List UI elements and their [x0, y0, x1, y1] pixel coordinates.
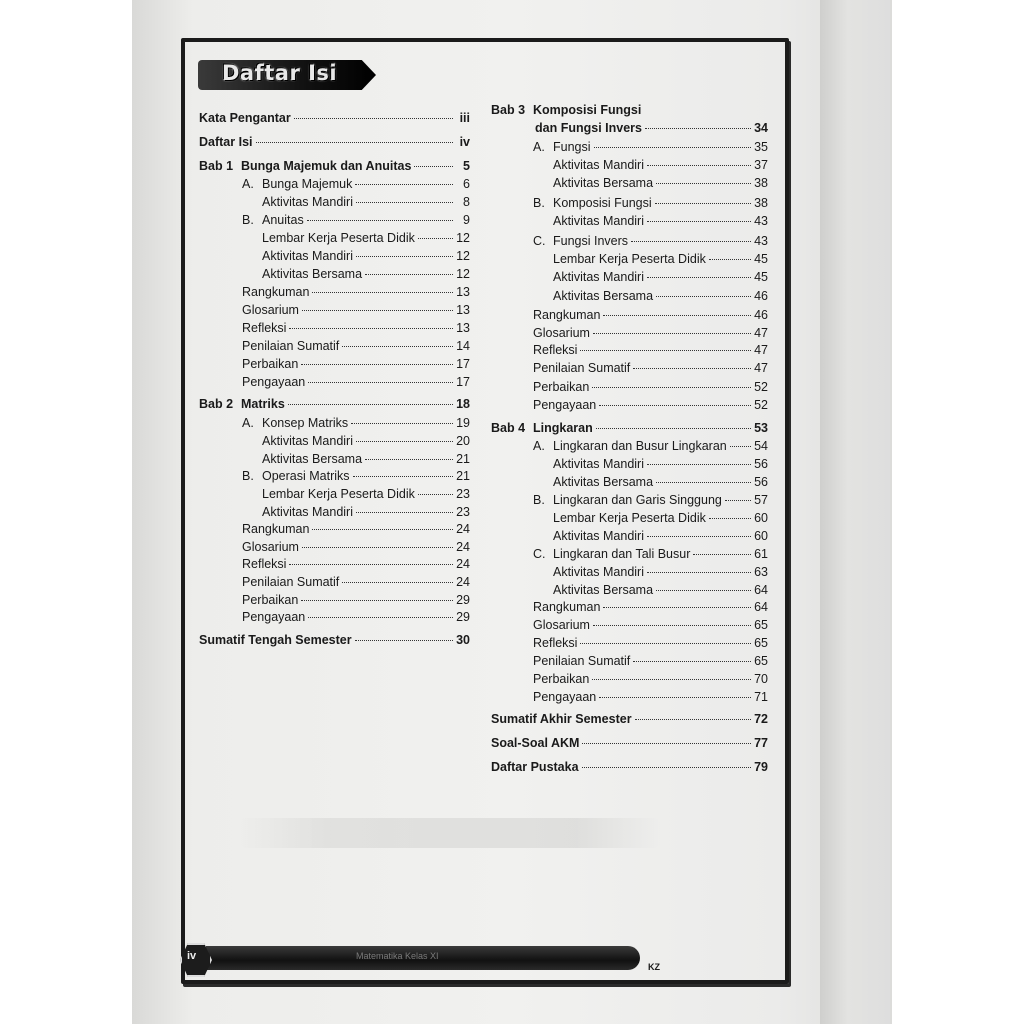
- toc-entry: [491, 760, 768, 775]
- toc-entry: [199, 397, 470, 412]
- toc-entry-label: Komposisi Fungsi: [533, 103, 642, 117]
- toc-entry-page: 52: [754, 380, 768, 394]
- toc-entry-label: Pengayaan: [242, 610, 306, 624]
- footer-book-title: Matematika Kelas XI: [356, 951, 439, 961]
- toc-entry-label: Aktivitas Bersama: [553, 475, 654, 489]
- dot-leader: [301, 600, 453, 601]
- dot-leader: [596, 428, 751, 429]
- dot-leader: [647, 221, 751, 222]
- dot-leader: [709, 259, 751, 260]
- dot-leader: [342, 346, 453, 347]
- toc-entry-label: Aktivitas Bersama: [553, 289, 654, 303]
- toc-entry: [262, 267, 470, 282]
- toc-entry-label: dan Fungsi Invers: [535, 121, 642, 135]
- toc-entry-page: 24: [456, 522, 470, 536]
- toc-entry-label: Aktivitas Mandiri: [262, 505, 353, 519]
- toc-entry: [242, 540, 470, 555]
- toc-entry: [199, 111, 470, 126]
- toc-entry: [553, 252, 768, 267]
- toc-entry-label: Aktivitas Mandiri: [553, 270, 644, 284]
- toc-entry-label: Operasi Matriks: [262, 469, 350, 483]
- toc-entry-label: Lingkaran dan Tali Busur: [553, 547, 691, 561]
- toc-entry-page: 47: [754, 326, 768, 340]
- toc-entry: [553, 457, 768, 472]
- toc-entry-page: 52: [754, 398, 768, 412]
- toc-entry-page: 5: [463, 159, 470, 173]
- toc-entry-label: Rangkuman: [533, 600, 601, 614]
- toc-entry-label: Aktivitas Mandiri: [553, 214, 644, 228]
- toc-entry-prefix: B.: [242, 213, 254, 227]
- dot-leader: [302, 547, 453, 548]
- toc-entry: [533, 380, 768, 395]
- dot-leader: [599, 405, 751, 406]
- toc-entry: [242, 522, 470, 537]
- toc-entry-page: 17: [456, 375, 470, 389]
- toc-entry-page: 12: [456, 267, 470, 281]
- toc-entry: [553, 270, 768, 285]
- dot-leader: [418, 494, 453, 495]
- toc-entry-prefix: B.: [533, 196, 545, 210]
- toc-entry-label: Lembar Kerja Peserta Didik: [262, 487, 415, 501]
- toc-entry-page: 53: [754, 421, 768, 435]
- toc-entry: [533, 547, 768, 562]
- toc-entry-label: Rangkuman: [242, 285, 310, 299]
- toc-entry-label: Aktivitas Mandiri: [553, 457, 644, 471]
- toc-entry-page: 45: [754, 252, 768, 266]
- toc-entry-page: 12: [456, 249, 470, 263]
- toc-entry: [242, 575, 470, 590]
- toc-entry-page: 24: [456, 557, 470, 571]
- toc-entry-label: Penilaian Sumatif: [242, 575, 340, 589]
- toc-entry-label: Lingkaran: [533, 421, 593, 435]
- toc-entry: [491, 421, 768, 436]
- toc-entry-page: 63: [754, 565, 768, 579]
- toc-entry-page: 13: [456, 303, 470, 317]
- toc-entry-page: 29: [456, 610, 470, 624]
- toc-entry-label: Glosarium: [242, 303, 299, 317]
- toc-entry: [553, 511, 768, 526]
- toc-entry-page: 56: [754, 457, 768, 471]
- toc-entry-label: Sumatif Akhir Semester: [491, 712, 632, 726]
- dot-leader: [356, 256, 453, 257]
- toc-entry: [533, 234, 768, 249]
- toc-entry: [533, 672, 768, 687]
- toc-entry-page: 46: [754, 308, 768, 322]
- toc-entry-prefix: A.: [242, 416, 254, 430]
- dot-leader: [730, 446, 751, 447]
- dot-leader: [301, 364, 453, 365]
- dot-leader: [647, 165, 751, 166]
- toc-entry: [553, 176, 768, 191]
- toc-entry: [533, 398, 768, 413]
- toc-entry: [242, 303, 470, 318]
- toc-entry: [242, 375, 470, 390]
- toc-entry-label: Aktivitas Bersama: [262, 267, 363, 281]
- dot-leader: [289, 564, 453, 565]
- toc-entry-page: iii: [459, 111, 470, 125]
- toc-entry-page: 8: [463, 195, 470, 209]
- toc-entry: [199, 135, 470, 150]
- dot-leader: [656, 482, 751, 483]
- toc-entry-page: 34: [754, 121, 768, 135]
- toc-entry: [242, 610, 470, 625]
- toc-entry-label: Pengayaan: [533, 690, 597, 704]
- toc-entry-page: 38: [754, 196, 768, 210]
- toc-entry-prefix: Bab 3: [491, 103, 526, 117]
- dot-leader: [580, 643, 751, 644]
- toc-entry-page: 14: [456, 339, 470, 353]
- dot-leader: [656, 590, 751, 591]
- toc-entry-page: 43: [754, 234, 768, 248]
- toc-entry-label: Soal-Soal AKM: [491, 736, 580, 750]
- toc-entry: [262, 231, 470, 246]
- toc-entry-page: 18: [456, 397, 470, 411]
- dot-leader: [288, 404, 453, 405]
- toc-entry-page: 21: [456, 469, 470, 483]
- toc-entry-page: 23: [456, 505, 470, 519]
- toc-entry: [242, 357, 470, 372]
- dot-leader: [599, 697, 751, 698]
- toc-entry-label: Glosarium: [533, 618, 590, 632]
- toc-entry-page: 47: [754, 361, 768, 375]
- dot-leader: [647, 277, 751, 278]
- toc-entry-label: Refleksi: [242, 321, 287, 335]
- dot-leader: [647, 464, 751, 465]
- toc-entry-page: 46: [754, 289, 768, 303]
- toc-entry-prefix: C.: [533, 547, 546, 561]
- toc-entry-page: 47: [754, 343, 768, 357]
- dot-leader: [355, 640, 453, 641]
- toc-entry-label: Pengayaan: [242, 375, 306, 389]
- dot-leader: [693, 554, 751, 555]
- toc-entry-page: 35: [754, 140, 768, 154]
- toc-entry-label: Penilaian Sumatif: [533, 654, 631, 668]
- toc-entry-page: 65: [754, 654, 768, 668]
- toc-entry-page: 19: [456, 416, 470, 430]
- toc-entry-page: 17: [456, 357, 470, 371]
- toc-entry-label: Matriks: [241, 397, 285, 411]
- toc-entry: [533, 600, 768, 615]
- dot-leader: [603, 607, 751, 608]
- toc-entry-label: Daftar Pustaka: [491, 760, 579, 774]
- dot-leader: [256, 142, 454, 143]
- toc-entry: [242, 321, 470, 336]
- toc-entry: [242, 557, 470, 572]
- toc-entry: [262, 487, 470, 502]
- dot-leader: [593, 333, 751, 334]
- toc-entry: [553, 475, 768, 490]
- toc-entry: [535, 121, 768, 136]
- toc-entry: [262, 195, 470, 210]
- toc-entry-page: 24: [456, 575, 470, 589]
- toc-entry-label: Lembar Kerja Peserta Didik: [553, 252, 706, 266]
- toc-entry-page: 57: [754, 493, 768, 507]
- toc-entry: [533, 636, 768, 651]
- toc-entry: [491, 712, 768, 727]
- toc-entry: [242, 213, 470, 228]
- toc-entry-label: Penilaian Sumatif: [242, 339, 340, 353]
- toc-entry-page: 9: [463, 213, 470, 227]
- toc-entry-page: 38: [754, 176, 768, 190]
- dot-leader: [365, 274, 453, 275]
- dot-leader: [631, 241, 751, 242]
- toc-entry-page: 21: [456, 452, 470, 466]
- toc-entry-label: Aktivitas Mandiri: [262, 249, 353, 263]
- toc-entry: [553, 565, 768, 580]
- toc-entry-page: 71: [754, 690, 768, 704]
- dot-leader: [308, 617, 453, 618]
- toc-entry-label: Glosarium: [533, 326, 590, 340]
- toc-entry-label: Refleksi: [533, 636, 578, 650]
- toc-entry-page: 54: [754, 439, 768, 453]
- dot-leader: [656, 183, 751, 184]
- toc-entry-label: Refleksi: [242, 557, 287, 571]
- page-number: iv: [187, 950, 197, 962]
- dot-leader: [353, 476, 453, 477]
- toc-entry-page: 30: [456, 633, 470, 647]
- toc-entry-label: Lembar Kerja Peserta Didik: [553, 511, 706, 525]
- toc-entry-page: iv: [459, 135, 470, 149]
- toc-entry-prefix: A.: [533, 140, 545, 154]
- dot-leader: [356, 512, 453, 513]
- toc-entry-label: Refleksi: [533, 343, 578, 357]
- toc-entry-page: 12: [456, 231, 470, 245]
- toc-entry-label: Aktivitas Mandiri: [553, 565, 644, 579]
- dot-leader: [414, 166, 453, 167]
- toc-entry: [262, 452, 470, 467]
- toc-entry-page: 65: [754, 636, 768, 650]
- toc-entry: [533, 196, 768, 211]
- toc-entry: [242, 469, 470, 484]
- dot-leader: [603, 315, 751, 316]
- toc-entry-page: 6: [463, 177, 470, 191]
- dot-leader: [356, 202, 453, 203]
- publisher-mark: KZ: [648, 962, 660, 972]
- toc-entry-page: 72: [754, 712, 768, 726]
- toc-entry-page: 70: [754, 672, 768, 686]
- dot-leader: [655, 203, 751, 204]
- dot-leader: [418, 238, 453, 239]
- toc-entry-label: Perbaikan: [533, 672, 590, 686]
- toc-entry: [533, 654, 768, 669]
- toc-entry-prefix: A.: [242, 177, 254, 191]
- dot-leader: [645, 128, 751, 129]
- toc-entry-label: Aktivitas Bersama: [553, 176, 654, 190]
- toc-entry: [242, 593, 470, 608]
- dot-leader: [592, 387, 751, 388]
- toc-entry-label: Aktivitas Mandiri: [262, 434, 353, 448]
- toc-entry: [262, 505, 470, 520]
- dot-leader: [294, 118, 453, 119]
- toc-entry: [262, 249, 470, 264]
- toc-entry-label: Pengayaan: [533, 398, 597, 412]
- toc-entry-page: 43: [754, 214, 768, 228]
- toc-entry-label: Perbaikan: [533, 380, 590, 394]
- dot-leader: [351, 423, 453, 424]
- dot-leader: [633, 368, 751, 369]
- toc-entry-label: Aktivitas Mandiri: [553, 529, 644, 543]
- toc-entry-label: Glosarium: [242, 540, 299, 554]
- toc-entry: [533, 439, 768, 454]
- dot-leader: [580, 350, 751, 351]
- toc-entry: [199, 633, 470, 648]
- toc-entry-page: 37: [754, 158, 768, 172]
- dot-leader: [709, 518, 751, 519]
- toc-entry-label: Konsep Matriks: [262, 416, 349, 430]
- toc-entry-prefix: A.: [533, 439, 545, 453]
- toc-entry-prefix: B.: [242, 469, 254, 483]
- toc-entry-page: 24: [456, 540, 470, 554]
- toc-entry-page: 20: [456, 434, 470, 448]
- dot-leader: [592, 679, 751, 680]
- toc-entry: [553, 289, 768, 304]
- dot-leader: [582, 743, 751, 744]
- toc-entry-page: 65: [754, 618, 768, 632]
- toc-entry: [533, 618, 768, 633]
- toc-entry: [242, 177, 470, 192]
- toc-entry-prefix: Bab 2: [199, 397, 234, 411]
- toc-entry: [533, 493, 768, 508]
- toc-entry-label: Bunga Majemuk: [262, 177, 353, 191]
- toc-entry: [553, 583, 768, 598]
- toc-entry-label: Rangkuman: [533, 308, 601, 322]
- toc-entry-prefix: B.: [533, 493, 545, 507]
- toc-entry-label: Daftar Isi: [199, 135, 253, 149]
- toc-entry-label: Bunga Majemuk dan Anuitas: [241, 159, 412, 173]
- toc-entry-page: 60: [754, 511, 768, 525]
- dot-leader: [594, 147, 751, 148]
- toc-entry: [491, 736, 768, 751]
- dot-leader: [656, 296, 751, 297]
- toc-entry-page: 60: [754, 529, 768, 543]
- dot-leader: [593, 625, 751, 626]
- toc-entry-page: 64: [754, 583, 768, 597]
- dot-leader: [633, 661, 751, 662]
- toc-entry-page: 45: [754, 270, 768, 284]
- dot-leader: [635, 719, 751, 720]
- page-title: Daftar Isi: [222, 61, 338, 85]
- toc-entry: [533, 343, 768, 358]
- dot-leader: [725, 500, 751, 501]
- toc-entry-label: Perbaikan: [242, 593, 299, 607]
- page-edge: [820, 0, 890, 1024]
- dot-leader: [312, 292, 453, 293]
- toc-entry: [533, 361, 768, 376]
- toc-entry-page: 77: [754, 736, 768, 750]
- toc-entry-page: 13: [456, 285, 470, 299]
- dot-leader: [307, 220, 453, 221]
- toc-entry-label: Penilaian Sumatif: [533, 361, 631, 375]
- dot-leader: [365, 459, 453, 460]
- toc-entry-label: Aktivitas Mandiri: [262, 195, 353, 209]
- toc-entry-label: Perbaikan: [242, 357, 299, 371]
- toc-entry: [199, 159, 470, 174]
- toc-entry-page: 13: [456, 321, 470, 335]
- toc-entry-page: 56: [754, 475, 768, 489]
- toc-entry: [242, 285, 470, 300]
- dot-leader: [355, 184, 453, 185]
- toc-entry-label: Anuitas: [262, 213, 304, 227]
- toc-entry-label: Lingkaran dan Garis Singgung: [553, 493, 722, 507]
- dot-leader: [342, 582, 453, 583]
- toc-entry: [533, 140, 768, 155]
- toc-entry-page: 29: [456, 593, 470, 607]
- toc-entry-label: Aktivitas Bersama: [262, 452, 363, 466]
- toc-entry: [553, 214, 768, 229]
- toc-entry-label: Komposisi Fungsi: [553, 196, 652, 210]
- toc-entry-label: Lembar Kerja Peserta Didik: [262, 231, 415, 245]
- dot-leader: [302, 310, 453, 311]
- toc-entry: [262, 434, 470, 449]
- toc-entry-label: Fungsi: [553, 140, 591, 154]
- dot-leader: [289, 328, 453, 329]
- toc-entry: [533, 326, 768, 341]
- dot-leader: [356, 441, 453, 442]
- toc-entry: [491, 103, 768, 118]
- toc-entry: [242, 416, 470, 431]
- toc-entry-label: Aktivitas Mandiri: [553, 158, 644, 172]
- dot-leader: [582, 767, 751, 768]
- toc-entry-prefix: C.: [533, 234, 546, 248]
- toc-entry-page: 79: [754, 760, 768, 774]
- toc-entry: [533, 690, 768, 705]
- toc-entry-label: Kata Pengantar: [199, 111, 291, 125]
- toc-entry-page: 61: [754, 547, 768, 561]
- toc-entry-page: 64: [754, 600, 768, 614]
- dot-leader: [308, 382, 453, 383]
- toc-entry-page: 23: [456, 487, 470, 501]
- toc-entry: [533, 308, 768, 323]
- dot-leader: [647, 572, 751, 573]
- dot-leader: [312, 529, 453, 530]
- toc-entry-prefix: Bab 1: [199, 159, 234, 173]
- toc-entry: [553, 158, 768, 173]
- toc-entry-label: Fungsi Invers: [553, 234, 629, 248]
- toc-entry: [553, 529, 768, 544]
- toc-entry: [242, 339, 470, 354]
- toc-entry-prefix: Bab 4: [491, 421, 526, 435]
- toc-entry-label: Sumatif Tengah Semester: [199, 633, 352, 647]
- toc-entry-label: Aktivitas Bersama: [553, 583, 654, 597]
- toc-entry-label: Lingkaran dan Busur Lingkaran: [553, 439, 727, 453]
- dot-leader: [647, 536, 751, 537]
- toc-entry-label: Rangkuman: [242, 522, 310, 536]
